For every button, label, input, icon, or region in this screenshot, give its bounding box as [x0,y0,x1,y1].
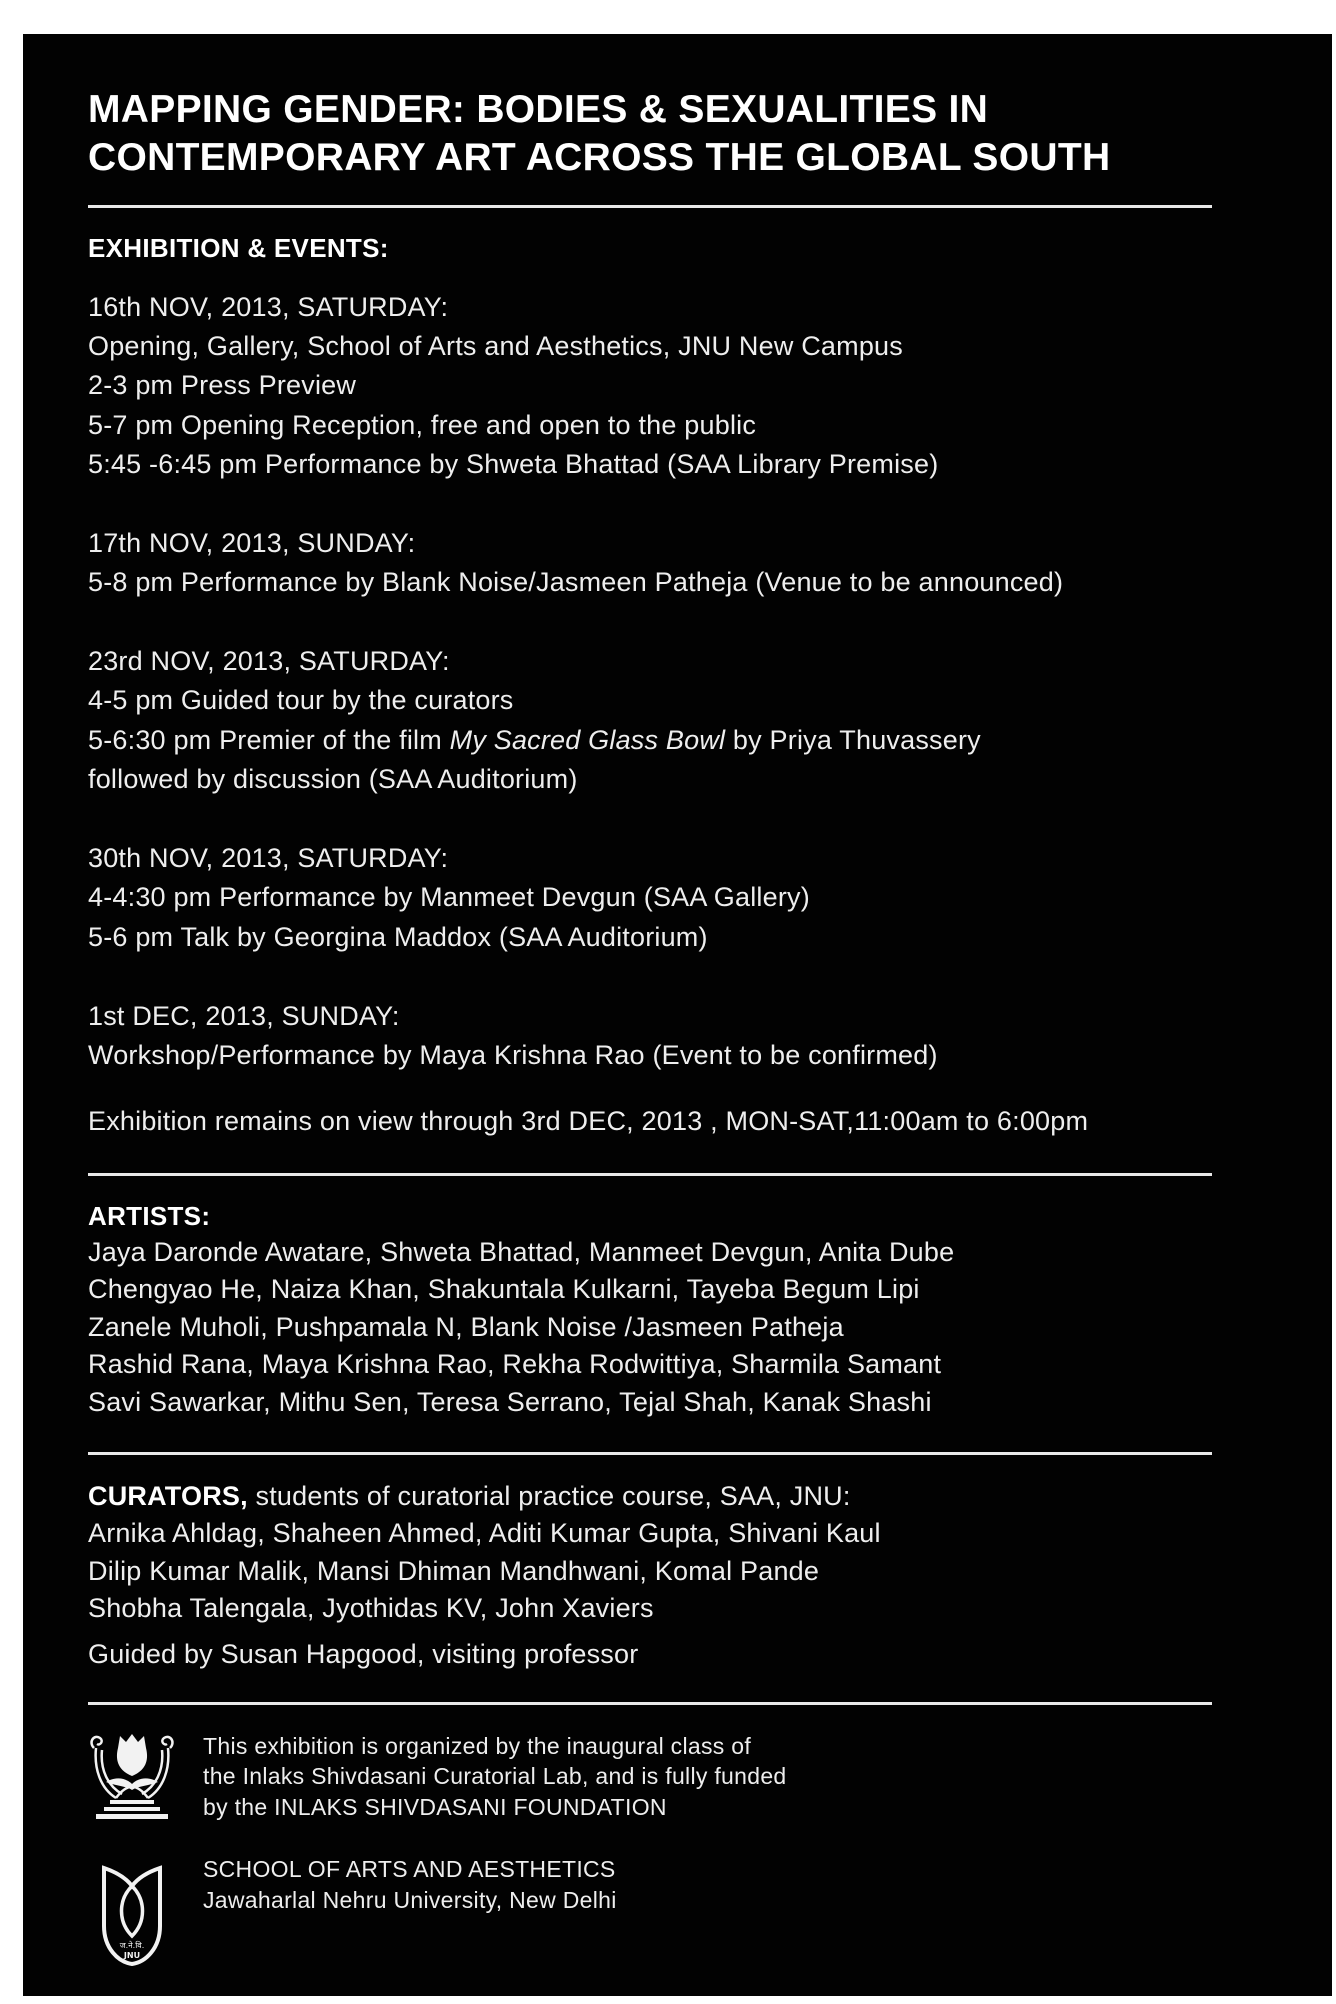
film-title: My Sacred Glass Bowl [449,725,726,755]
event-item: 4-5 pm Guided tour by the curators [88,685,514,715]
event-item: 5-6 pm Talk by Georgina Maddox (SAA Auditorium) [88,922,708,952]
event-item: 5-7 pm Opening Reception, free and open to the public [88,410,757,440]
event-item: 5-8 pm Performance by Blank Noise/Jasmeen Patheja (Venue to be announced) [88,567,1064,597]
event-item: 2-3 pm Press Preview [88,370,357,400]
curators-subheading: students of curatorial practice course, SAA, JNU: [247,1481,851,1511]
divider [88,205,1212,208]
curators-heading: CURATORS, [88,1481,248,1511]
artists-line: Chengyao He, Naiza Khan, Shakuntala Kulkarni, Tayeba Begum Lipi [88,1274,920,1304]
inlaks-text-line: This exhibition is organized by the inaugural class of [203,1733,752,1759]
inlaks-text-line: by the INLAKS SHIVDASANI FOUNDATION [203,1794,667,1820]
curators-line: Dilip Kumar Malik, Mansi Dhiman Mandhwani, Komal Pande [88,1556,820,1586]
guided-by: Guided by Susan Hapgood, visiting professor [88,1639,639,1669]
events-heading: EXHIBITION & EVENTS: [88,233,389,263]
divider [88,1452,1212,1455]
event-item: followed by discussion (SAA Auditorium) [88,764,578,794]
inlaks-text-line: the Inlaks Shivdasani Curatorial Lab, and is fully funded [203,1763,787,1789]
poster-title-line-2: CONTEMPORARY ART ACROSS THE GLOBAL SOUTH [88,136,1111,179]
artists-heading: ARTISTS: [88,1201,211,1231]
event-date: 1st DEC, 2013, SUNDAY: [88,1001,400,1031]
exhibition-note: Exhibition remains on view through 3rd DEC, 2013 , MON-SAT,11:00am to 6:00pm [88,1106,1089,1136]
film-line-suffix: by Priya Thuvassery [725,725,981,755]
event-date: 23rd NOV, 2013, SATURDAY: [88,646,450,676]
artists-line: Rashid Rana, Maya Krishna Rao, Rekha Rodwittiya, Sharmila Samant [88,1349,942,1379]
school-name: SCHOOL OF ARTS AND AESTHETICS [203,1856,616,1882]
event-item: 5:45 -6:45 pm Performance by Shweta Bhattad (SAA Library Premise) [88,449,939,479]
jnu-emblem-icon [100,1864,164,1968]
jnu-emblem-hindi: ज.ने.वि. [119,1941,145,1950]
jnu-emblem-label: JNU [123,1951,141,1960]
divider [88,1702,1212,1705]
event-item: 4-4:30 pm Performance by Manmeet Devgun (SAA Gallery) [88,882,810,912]
curators-line: Shobha Talengala, Jyothidas KV, John Xaviers [88,1593,654,1623]
event-date: 30th NOV, 2013, SATURDAY: [88,843,449,873]
event-item: Workshop/Performance by Maya Krishna Rao (Event to be confirmed) [88,1040,938,1070]
university-name: Jawaharlal Nehru University, New Delhi [203,1887,617,1913]
curators-heading-line [88,1481,851,1512]
curators-line: Arnika Ahldag, Shaheen Ahmed, Aditi Kumar Gupta, Shivani Kaul [88,1518,881,1548]
inlaks-lotus-logo-icon [86,1728,178,1822]
poster-title-line-1: MAPPING GENDER: BODIES & SEXUALITIES IN [88,88,989,131]
event-item-film [88,725,981,756]
event-date: 16th NOV, 2013, SATURDAY: [88,292,449,322]
artists-line: Savi Sawarkar, Mithu Sen, Teresa Serrano, Tejal Shah, Kanak Shashi [88,1387,932,1417]
artists-line: Jaya Daronde Awatare, Shweta Bhattad, Manmeet Devgun, Anita Dube [88,1237,955,1267]
film-line-prefix: 5-6:30 pm Premier of the film [88,725,450,755]
event-date: 17th NOV, 2013, SUNDAY: [88,528,416,558]
event-item: Opening, Gallery, School of Arts and Aesthetics, JNU New Campus [88,331,903,361]
artists-line: Zanele Muholi, Pushpamala N, Blank Noise /Jasmeen Patheja [88,1312,844,1342]
divider [88,1173,1212,1176]
